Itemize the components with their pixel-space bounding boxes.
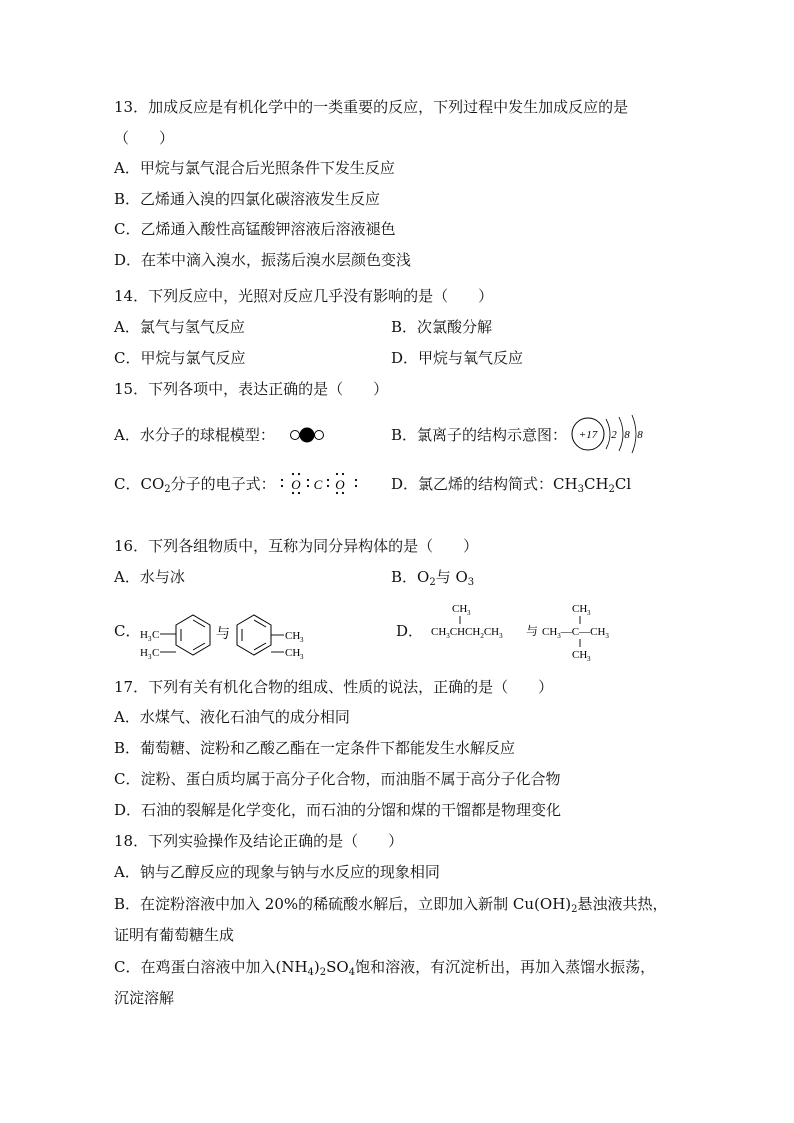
q18-option-c-line1: C．在鸡蛋白溶液中加入$(NH_4)_2SO_4$饱和溶液，有沉淀析出，再加入蒸馏水振荡， xyxy=(114,958,656,978)
svg-text:C: C xyxy=(152,647,160,659)
q13-paren: （ ） xyxy=(114,129,175,147)
q13-option-a: A．甲烷与氯气混合后光照条件下发生反应 xyxy=(114,159,395,177)
q13-option-d: D．在苯中滴入溴水，振荡后溴水层颜色变浅 xyxy=(114,251,412,269)
nucleus-charge: +17 xyxy=(578,429,598,441)
svg-text:3: 3 xyxy=(148,635,152,643)
atom-o-right: O xyxy=(335,477,345,492)
co2-electron-formula xyxy=(278,470,364,496)
svg-text:CH: CH xyxy=(572,649,588,661)
q17-option-d: D．石油的裂解是化学变化，而石油的分馏和煤的干馏都是物理变化 xyxy=(114,801,562,819)
q14-stem: 14．下列反应中，光照对反应几乎没有影响的是（ ） xyxy=(114,287,494,305)
q18-option-b-line2: 证明有葡萄糖生成 xyxy=(114,926,235,944)
q15-option-c: C．$CO_2$分子的电子式： xyxy=(114,475,276,495)
q16-stem: 16．下列各组物质中，互称为同分异构体的是（ ） xyxy=(114,537,479,555)
q18-option-b-line1: B．在淀粉溶液中加入 20%的稀硫酸水解后，立即加入新制 $Cu(OH)_2$悬浊液共热， xyxy=(114,895,668,915)
alkane-structures xyxy=(428,598,628,664)
shell-3-count: 8 xyxy=(637,429,643,441)
q13-stem: 13．加成反应是有机化学中的一类重要的反应，下列过程中发生加成反应的是 xyxy=(114,98,629,116)
svg-text:H: H xyxy=(140,647,148,659)
yu-d: 与 xyxy=(526,624,539,638)
water-ball-stick-model xyxy=(288,425,326,445)
q17-option-a: A．水煤气、液化石油气的成分相同 xyxy=(114,708,350,726)
yu-c: 与 xyxy=(216,627,230,642)
chloride-ion-structure-diagram xyxy=(570,411,650,457)
q18-option-c-line2: 沉淀溶解 xyxy=(114,989,175,1007)
q16-option-a: A．水与冰 xyxy=(114,568,185,586)
q17-option-c: C．淀粉、蛋白质均属于高分子化合物，而油脂不属于高分子化合物 xyxy=(114,770,561,788)
svg-text:3: 3 xyxy=(300,653,304,661)
q14-option-c: C．甲烷与氯气反应 xyxy=(114,349,246,367)
svg-text:3: 3 xyxy=(587,609,591,617)
svg-text:CH3—C—CH3: $CH_3—C—CH_3$ xyxy=(542,626,609,640)
svg-text:CH: CH xyxy=(572,603,588,615)
q16-option-c-label: C． xyxy=(114,622,141,640)
q14-option-b: B．次氯酸分解 xyxy=(391,318,493,336)
q15-option-b: B．氯离子的结构示意图： xyxy=(391,426,568,444)
q14-option-d: D．甲烷与氧气反应 xyxy=(391,349,524,367)
q13-option-b: B．乙烯通入溴的四氯化碳溶液发生反应 xyxy=(114,190,381,208)
svg-text:3: 3 xyxy=(300,636,304,644)
svg-text:C: C xyxy=(152,629,160,641)
q16-option-d-label: D． xyxy=(396,622,424,640)
svg-text:3: 3 xyxy=(148,653,152,661)
svg-text:3: 3 xyxy=(587,655,591,663)
svg-text:CH3CHCH2CH3: $CH_3CHCH_2CH_3$ xyxy=(431,626,503,640)
svg-text:3: 3 xyxy=(467,609,471,617)
q14-option-a: A．氯气与氢气反应 xyxy=(114,318,245,336)
q17-stem: 17．下列有关有机化合物的组成、性质的说法，正确的是（ ） xyxy=(114,678,554,696)
q15-option-d: D．氯乙烯的结构简式：$CH_3CH_2Cl$ xyxy=(391,475,632,495)
q17-option-b: B．葡萄糖、淀粉和乙酸乙酯在一定条件下都能发生水解反应 xyxy=(114,739,516,757)
xylene-structures xyxy=(138,608,313,666)
atom-o-left: O xyxy=(291,477,301,492)
q13-option-c: C．乙烯通入酸性高锰酸钾溶液后溶液褪色 xyxy=(114,220,396,238)
shell-2-count: 8 xyxy=(624,429,630,441)
q18-option-a: A．钠与乙醇反应的现象与钠与水反应的现象相同 xyxy=(114,863,440,881)
q18-stem: 18．下列实验操作及结论正确的是（ ） xyxy=(114,832,404,850)
svg-text:CH: CH xyxy=(285,647,301,659)
svg-text:H: H xyxy=(140,629,148,641)
svg-text:CH: CH xyxy=(285,630,301,642)
shell-1-count: 2 xyxy=(611,429,617,441)
svg-text:CH: CH xyxy=(452,603,468,615)
atom-c: C xyxy=(313,477,323,492)
q15-stem: 15．下列各项中，表达正确的是（ ） xyxy=(114,380,389,398)
q16-option-b: B．$O_2$与 $O_3$ xyxy=(391,568,475,588)
q15-option-a: A．水分子的球棍模型： xyxy=(114,426,275,444)
